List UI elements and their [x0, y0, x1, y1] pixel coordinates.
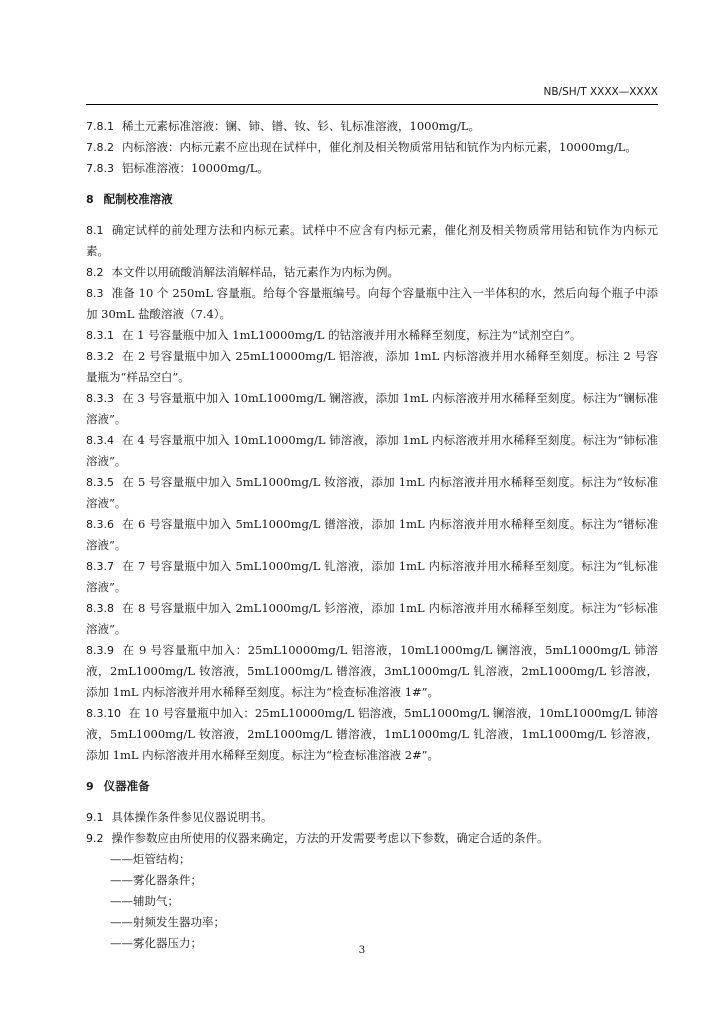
clause-number: 8.1: [86, 224, 104, 237]
clause-text: 在 5 号容量瓶中加入 5mL1000mg/L 钕溶液，添加 1mL 内标溶液并用水稀释至刻度。标注为“钕标准溶液”。: [86, 475, 658, 510]
clause-number: 8.3.2: [86, 350, 114, 363]
clause-paragraph: [86, 116, 658, 137]
clause-text: 具体操作条件参见仪器说明书。: [111, 810, 273, 824]
clause-number: 7.8.3: [86, 162, 114, 175]
clause-text: 在 3 号容量瓶中加入 10mL1000mg/L 镧溶液，添加 1mL 内标溶液并用水稀释至刻度。标注为“镧标准溶液”。: [86, 391, 658, 426]
clause-text: ——射频发生器功率；: [110, 915, 225, 929]
clause-paragraph: [86, 514, 658, 556]
clause-text: 内标溶液：内标元素不应出现在试样中，催化剂及相关物质常用钴和钪作为内标元素，10000mg/L。: [122, 140, 637, 154]
clause-text: ——雾化器条件；: [110, 873, 202, 887]
clause-number: 8.3.3: [86, 392, 114, 405]
clause-text: 稀土元素标准溶液：镧、铈、镨、钕、钐、钆标准溶液，1000mg/L。: [122, 119, 481, 133]
clause-paragraph: [86, 430, 658, 472]
clause-paragraph: [86, 346, 658, 388]
clause-paragraph: [86, 828, 658, 849]
clause-number: 9.1: [86, 811, 104, 824]
clause-paragraph: [86, 598, 658, 640]
list-item: [86, 912, 658, 933]
clause-paragraph: [86, 137, 658, 158]
clause-number: 8.3: [86, 287, 104, 300]
clause-text: 准备 10 个 250mL 容量瓶。给每个容量瓶编号。向每个容量瓶中注入一半体积的水，然后向每个瓶子中添加 30mL 盐酸溶液（7.4）。: [86, 286, 658, 321]
clause-number: 8.3.7: [86, 560, 114, 573]
clause-number: 8.3.1: [86, 329, 114, 342]
document-body: [86, 116, 658, 954]
clause-text: 在 10 号容量瓶中加入：25mL10000mg/L 铝溶液，5mL1000mg/L 镧溶液，10mL1000mg/L 铈溶液，5mL1000mg/L 钕溶液，2mL1000mg/L 镨溶液，1mL1000mg/L 钆溶液，1mL1000mg/L 钐溶液，添加 1mL 内标溶液并用水稀释至刻度。标注为“检查标准溶液 2#”。: [86, 706, 658, 762]
document-code-header: NB/SH/T XXXX—XXXX: [543, 86, 658, 98]
clause-number: 9.2: [86, 832, 104, 845]
clause-number: 7.8.2: [86, 141, 114, 154]
clause-text: 操作参数应由所使用的仪器来确定，方法的开发需要考虑以下参数，确定合适的条件。: [111, 831, 549, 845]
clause-number: 8.3.6: [86, 518, 114, 531]
clause-number: 7.8.1: [86, 120, 114, 133]
clause-text: 确定试样的前处理方法和内标元素。试样中不应含有内标元素，催化剂及相关物质常用钴和钪作为内标元素。: [86, 223, 658, 258]
clause-text: 在 8 号容量瓶中加入 2mL1000mg/L 钐溶液，添加 1mL 内标溶液并用水稀释至刻度。标注为“钐标准溶液”。: [86, 601, 658, 636]
page-number: 3: [358, 944, 366, 956]
clause-number: 8: [86, 193, 94, 206]
clause-paragraph: [86, 283, 658, 325]
header-rule: [86, 104, 658, 105]
clause-number: 8.2: [86, 266, 104, 279]
clause-paragraph: [86, 556, 658, 598]
clause-text: 配制校准溶液: [103, 192, 173, 206]
clause-text: 在 4 号容量瓶中加入 10mL1000mg/L 铈溶液，添加 1mL 内标溶液并用水稀释至刻度。标注为“铈标准溶液”。: [86, 433, 658, 468]
clause-text: 本文件以用硫酸消解法消解样品，钴元素作为内标为例。: [111, 265, 399, 279]
clause-paragraph: [86, 325, 658, 346]
clause-text: ——雾化器压力；: [110, 936, 202, 950]
clause-paragraph: [86, 158, 658, 179]
clause-text: ——炬管结构；: [110, 852, 191, 866]
clause-number: 8.3.8: [86, 602, 114, 615]
clause-number: 8.3.10: [86, 707, 121, 720]
clause-paragraph: [86, 640, 658, 703]
section-heading: [86, 189, 658, 210]
clause-number: 8.3.9: [86, 644, 114, 657]
clause-paragraph: [86, 472, 658, 514]
clause-number: 8.3.4: [86, 434, 114, 447]
list-item: [86, 870, 658, 891]
clause-paragraph: [86, 220, 658, 262]
clause-text: 在 2 号容量瓶中加入 25mL10000mg/L 铝溶液，添加 1mL 内标溶液并用水稀释至刻度。标注 2 号容量瓶为“样品空白”。: [86, 349, 658, 384]
clause-paragraph: [86, 388, 658, 430]
clause-paragraph: [86, 807, 658, 828]
clause-text: 在 7 号容量瓶中加入 5mL1000mg/L 钆溶液，添加 1mL 内标溶液并用水稀释至刻度。标注为“钆标准溶液”。: [86, 559, 658, 594]
list-item: [86, 849, 658, 870]
clause-paragraph: [86, 262, 658, 283]
clause-text: 在 6 号容量瓶中加入 5mL1000mg/L 镨溶液，添加 1mL 内标溶液并用水稀释至刻度。标注为“镨标准溶液”。: [86, 517, 658, 552]
clause-number: 9: [86, 780, 94, 793]
clause-text: 在 1 号容量瓶中加入 1mL10000mg/L 的钴溶液并用水稀释至刻度，标注为“试剂空白”。: [122, 328, 582, 342]
section-heading: [86, 776, 658, 797]
clause-text: ——辅助气；: [110, 894, 179, 908]
clause-text: 在 9 号容量瓶中加入：25mL10000mg/L 铝溶液，10mL1000mg/L 镧溶液，5mL1000mg/L 铈溶液，2mL1000mg/L 钕溶液，5mL1000mg/L 镨溶液，3mL1000mg/L 钆溶液，2mL1000mg/L 钐溶液，添加 1mL 内标溶液并用水稀释至刻度。标注为“检查标准溶液 1#”。: [86, 643, 658, 699]
clause-text: 铝标准溶液：10000mg/L。: [122, 161, 269, 175]
clause-paragraph: [86, 703, 658, 766]
list-item: [86, 891, 658, 912]
clause-number: 8.3.5: [86, 476, 114, 489]
clause-text: 仪器准备: [103, 779, 150, 793]
